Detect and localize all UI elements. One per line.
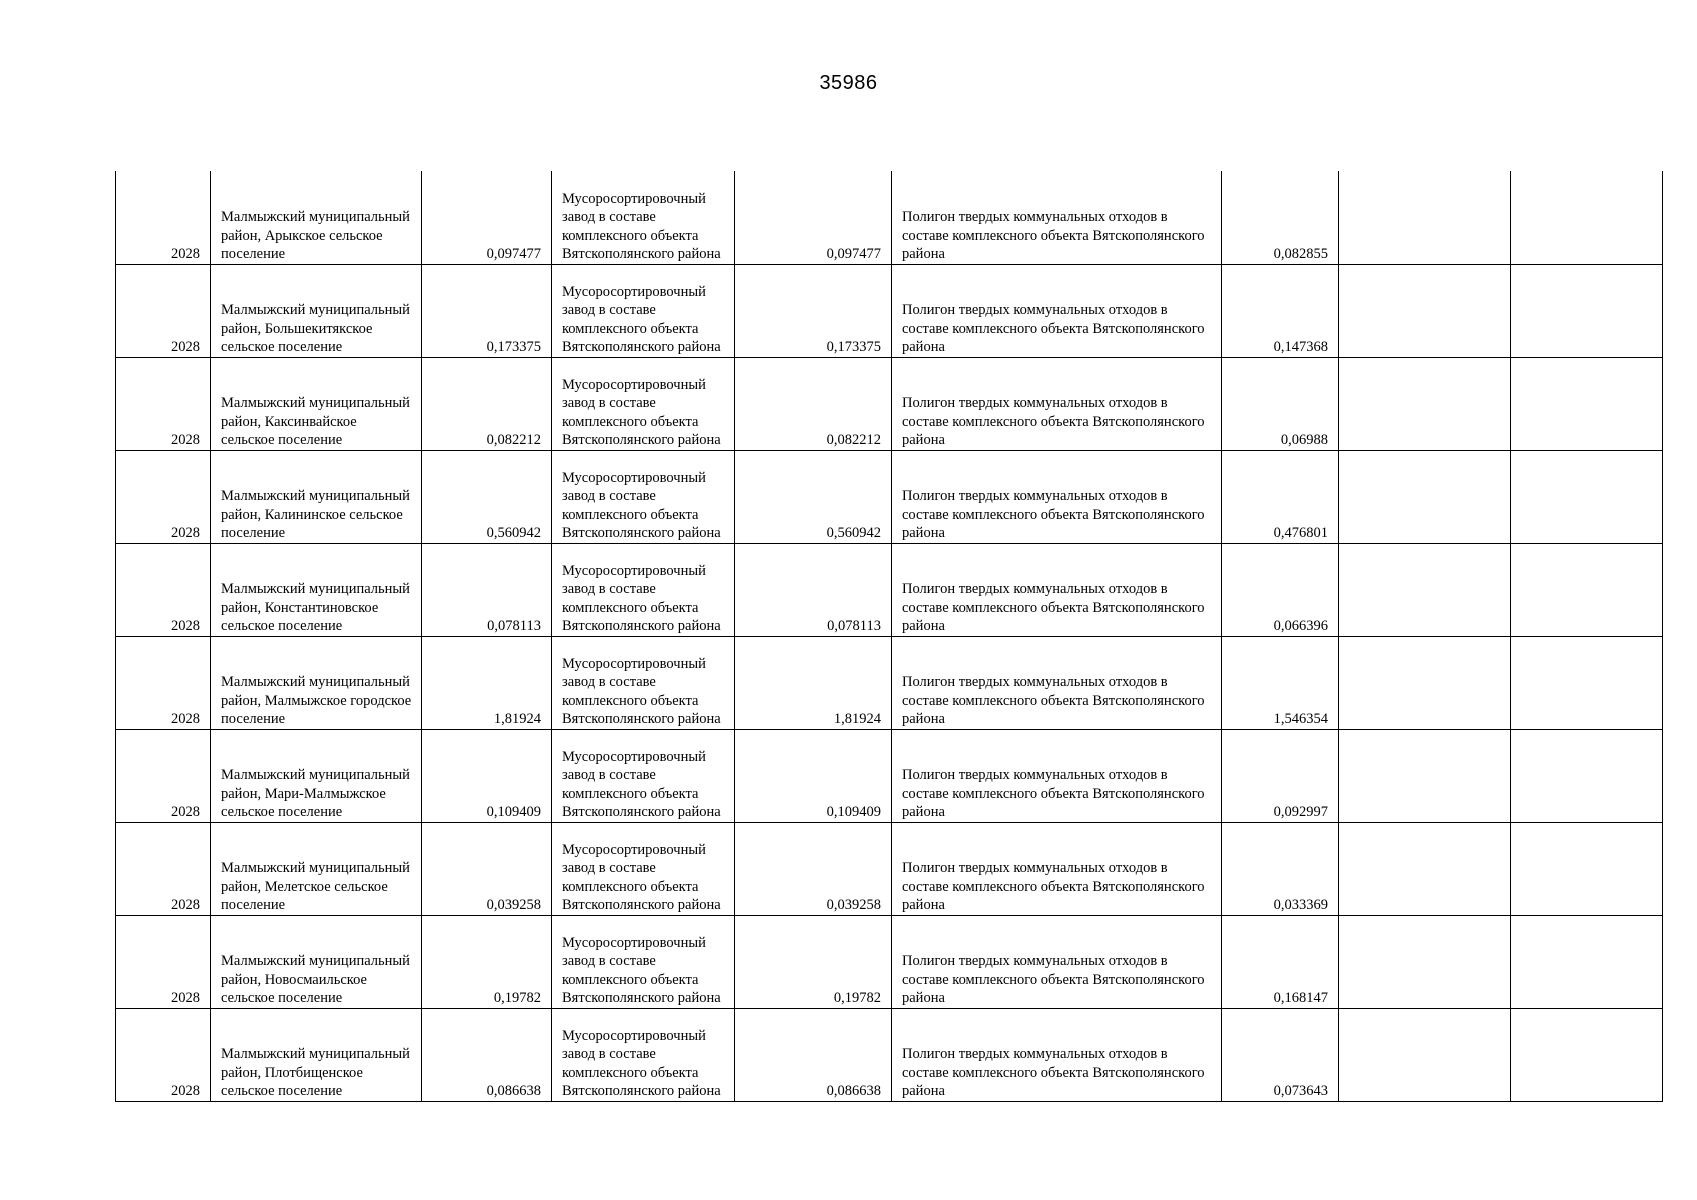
year-cell: 2028 — [116, 1008, 211, 1101]
sorting-volume-cell: 0,086638 — [735, 1008, 892, 1101]
empty-cell — [1339, 450, 1511, 543]
empty-cell — [1511, 450, 1663, 543]
settlement-cell: Малмыжский муниципальный район, Мелетское сельское поселение — [211, 822, 422, 915]
landfill-volume-cell: 0,092997 — [1222, 729, 1339, 822]
landfill-cell: Полигон твердых коммунальных отходов в составе комплексного объекта Вятскополянского района — [892, 822, 1222, 915]
table-row — [116, 543, 1663, 636]
empty-cell — [1339, 543, 1511, 636]
landfill-cell: Полигон твердых коммунальных отходов в составе комплексного объекта Вятскополянского района — [892, 729, 1222, 822]
year-cell: 2028 — [116, 636, 211, 729]
page-number: 35986 — [819, 72, 878, 94]
sorting-volume-cell: 0,078113 — [735, 543, 892, 636]
sorting-facility-cell: Мусоросортировочный завод в составе комплексного объекта Вятскополянского района — [552, 729, 735, 822]
empty-cell — [1511, 636, 1663, 729]
empty-cell — [1511, 822, 1663, 915]
table-row — [116, 450, 1663, 543]
empty-cell — [1511, 729, 1663, 822]
volume-cell: 1,81924 — [422, 636, 552, 729]
settlement-cell: Малмыжский муниципальный район, Большекитякское сельское поселение — [211, 264, 422, 357]
landfill-cell: Полигон твердых коммунальных отходов в составе комплексного объекта Вятскополянского района — [892, 450, 1222, 543]
landfill-volume-cell: 0,168147 — [1222, 915, 1339, 1008]
sorting-facility-cell: Мусоросортировочный завод в составе комплексного объекта Вятскополянского района — [552, 357, 735, 450]
sorting-volume-cell: 0,173375 — [735, 264, 892, 357]
settlement-cell: Малмыжский муниципальный район, Арыкское сельское поселение — [211, 171, 422, 264]
waste-flow-table — [115, 171, 1663, 1102]
year-cell: 2028 — [116, 264, 211, 357]
table-row — [116, 264, 1663, 357]
landfill-cell: Полигон твердых коммунальных отходов в составе комплексного объекта Вятскополянского района — [892, 171, 1222, 264]
landfill-cell: Полигон твердых коммунальных отходов в составе комплексного объекта Вятскополянского района — [892, 264, 1222, 357]
landfill-cell: Полигон твердых коммунальных отходов в составе комплексного объекта Вятскополянского района — [892, 543, 1222, 636]
sorting-facility-cell: Мусоросортировочный завод в составе комплексного объекта Вятскополянского района — [552, 915, 735, 1008]
empty-cell — [1511, 1008, 1663, 1101]
empty-cell — [1511, 264, 1663, 357]
empty-cell — [1511, 543, 1663, 636]
year-cell: 2028 — [116, 729, 211, 822]
volume-cell: 0,560942 — [422, 450, 552, 543]
empty-cell — [1511, 915, 1663, 1008]
table-row — [116, 1008, 1663, 1101]
year-cell: 2028 — [116, 822, 211, 915]
volume-cell: 0,097477 — [422, 171, 552, 264]
empty-cell — [1339, 822, 1511, 915]
table-row — [116, 729, 1663, 822]
volume-cell: 0,078113 — [422, 543, 552, 636]
sorting-facility-cell: Мусоросортировочный завод в составе комплексного объекта Вятскополянского района — [552, 171, 735, 264]
empty-cell — [1511, 357, 1663, 450]
landfill-cell: Полигон твердых коммунальных отходов в составе комплексного объекта Вятскополянского района — [892, 357, 1222, 450]
empty-cell — [1339, 1008, 1511, 1101]
settlement-cell: Малмыжский муниципальный район, Калининское сельское поселение — [211, 450, 422, 543]
volume-cell: 0,109409 — [422, 729, 552, 822]
sorting-volume-cell: 1,81924 — [735, 636, 892, 729]
settlement-cell: Малмыжский муниципальный район, Каксинвайское сельское поселение — [211, 357, 422, 450]
landfill-volume-cell: 0,06988 — [1222, 357, 1339, 450]
volume-cell: 0,086638 — [422, 1008, 552, 1101]
settlement-cell: Малмыжский муниципальный район, Мари-Малмыжское сельское поселение — [211, 729, 422, 822]
settlement-cell: Малмыжский муниципальный район, Плотбищенское сельское поселение — [211, 1008, 422, 1101]
settlement-cell: Малмыжский муниципальный район, Константиновское сельское поселение — [211, 543, 422, 636]
empty-cell — [1511, 171, 1663, 264]
empty-cell — [1339, 729, 1511, 822]
year-cell: 2028 — [116, 915, 211, 1008]
settlement-cell: Малмыжский муниципальный район, Новосмаильское сельское поселение — [211, 915, 422, 1008]
sorting-volume-cell: 0,109409 — [735, 729, 892, 822]
landfill-cell: Полигон твердых коммунальных отходов в составе комплексного объекта Вятскополянского района — [892, 1008, 1222, 1101]
sorting-volume-cell: 0,082212 — [735, 357, 892, 450]
landfill-volume-cell: 0,082855 — [1222, 171, 1339, 264]
table-row — [116, 636, 1663, 729]
landfill-volume-cell: 1,546354 — [1222, 636, 1339, 729]
landfill-volume-cell: 0,066396 — [1222, 543, 1339, 636]
sorting-facility-cell: Мусоросортировочный завод в составе комплексного объекта Вятскополянского района — [552, 264, 735, 357]
settlement-cell: Малмыжский муниципальный район, Малмыжское городское поселение — [211, 636, 422, 729]
landfill-cell: Полигон твердых коммунальных отходов в составе комплексного объекта Вятскополянского района — [892, 915, 1222, 1008]
year-cell: 2028 — [116, 543, 211, 636]
sorting-volume-cell: 0,039258 — [735, 822, 892, 915]
sorting-facility-cell: Мусоросортировочный завод в составе комплексного объекта Вятскополянского района — [552, 636, 735, 729]
volume-cell: 0,19782 — [422, 915, 552, 1008]
year-cell: 2028 — [116, 357, 211, 450]
landfill-cell: Полигон твердых коммунальных отходов в составе комплексного объекта Вятскополянского района — [892, 636, 1222, 729]
landfill-volume-cell: 0,073643 — [1222, 1008, 1339, 1101]
table-row — [116, 915, 1663, 1008]
landfill-volume-cell: 0,147368 — [1222, 264, 1339, 357]
table-row — [116, 822, 1663, 915]
sorting-facility-cell: Мусоросортировочный завод в составе комплексного объекта Вятскополянского района — [552, 822, 735, 915]
sorting-volume-cell: 0,560942 — [735, 450, 892, 543]
sorting-facility-cell: Мусоросортировочный завод в составе комплексного объекта Вятскополянского района — [552, 1008, 735, 1101]
sorting-volume-cell: 0,097477 — [735, 171, 892, 264]
year-cell: 2028 — [116, 450, 211, 543]
landfill-volume-cell: 0,476801 — [1222, 450, 1339, 543]
empty-cell — [1339, 264, 1511, 357]
empty-cell — [1339, 915, 1511, 1008]
landfill-volume-cell: 0,033369 — [1222, 822, 1339, 915]
sorting-facility-cell: Мусоросортировочный завод в составе комплексного объекта Вятскополянского района — [552, 543, 735, 636]
table-row — [116, 171, 1663, 264]
volume-cell: 0,173375 — [422, 264, 552, 357]
year-cell: 2028 — [116, 171, 211, 264]
sorting-volume-cell: 0,19782 — [735, 915, 892, 1008]
empty-cell — [1339, 171, 1511, 264]
volume-cell: 0,039258 — [422, 822, 552, 915]
volume-cell: 0,082212 — [422, 357, 552, 450]
empty-cell — [1339, 636, 1511, 729]
sorting-facility-cell: Мусоросортировочный завод в составе комплексного объекта Вятскополянского района — [552, 450, 735, 543]
empty-cell — [1339, 357, 1511, 450]
table-row — [116, 357, 1663, 450]
